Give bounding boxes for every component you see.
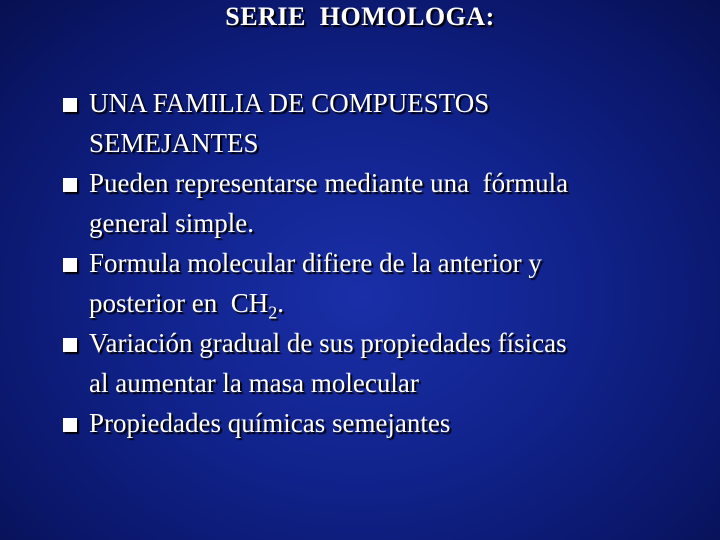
- bullet-text: general simple.: [89, 208, 254, 238]
- bullet-text: Variación gradual de sus propiedades físicas: [89, 328, 567, 358]
- bullet-item: [60, 163, 700, 243]
- bullet-text: Formula molecular difiere de la anterior y: [89, 248, 542, 278]
- formula-prefix: posterior en CH: [89, 288, 269, 318]
- bullet-text: SEMEJANTES: [89, 128, 259, 158]
- slide-title: SERIE HOMOLOGA:: [225, 2, 495, 31]
- square-bullet-icon: [63, 338, 77, 352]
- bullet-text: UNA FAMILIA DE COMPUESTOS: [89, 88, 490, 118]
- formula-subscript: 2: [268, 302, 278, 323]
- square-bullet-icon: [63, 178, 77, 192]
- bullet-item: [60, 403, 700, 443]
- bullet-item: [60, 323, 700, 403]
- bullet-list: [60, 83, 700, 443]
- bullet-text: Pueden representarse mediante una fórmula: [89, 168, 569, 198]
- bullet-text: al aumentar la masa molecular: [89, 368, 419, 398]
- square-bullet-icon: [63, 418, 77, 432]
- bullet-text-formula: [89, 283, 700, 323]
- square-bullet-icon: [63, 258, 77, 272]
- bullet-text: Propiedades químicas semejantes: [89, 408, 451, 438]
- bullet-item: [60, 83, 700, 163]
- bullet-item: [60, 243, 700, 323]
- square-bullet-icon: [63, 98, 77, 112]
- formula-suffix: .: [277, 288, 284, 318]
